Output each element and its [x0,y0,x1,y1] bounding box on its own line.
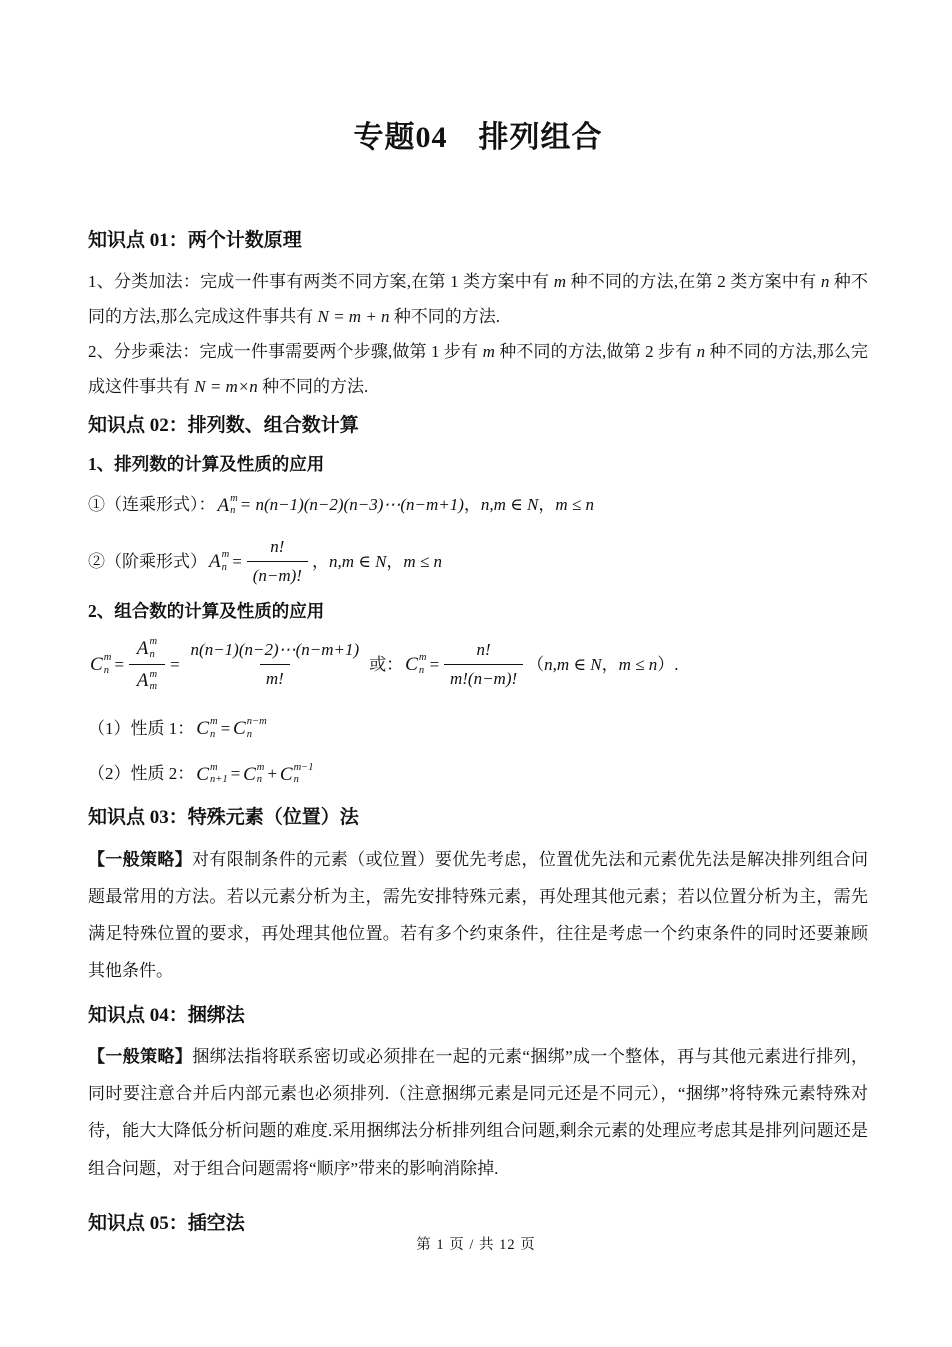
math-variable: N = m×n [194,376,258,396]
text-run: 2、分步乘法：完成一件事需要两个步骤,做第 1 步有 [88,341,483,361]
math-variable: n,m ∈ N [328,551,387,571]
fraction: $\frac{n!}{m!(n-m)!}$ [444,637,523,693]
kp02-subheading-2: 2、组合数的计算及性质的应用 [88,600,325,621]
text-run: ②（阶乘形式） [88,551,207,571]
kp04-paragraph [88,1038,868,1186]
kp02-subheading-1: 1、排列数的计算及性质的应用 [88,454,325,475]
text-run: ， [538,495,556,515]
kp01-heading: 知识点 01：两个计数原理 [88,230,302,251]
formula-combination-definition [88,634,868,696]
text-run: （1）性质 1： [88,718,195,738]
math-variable: = n(n−1)(n−2)(n−3)⋯(n−m+1) [239,495,464,515]
text-run: （2）性质 2： [88,764,195,784]
math-variable: N = m + n [317,306,390,326]
math-variable: = [229,764,242,784]
kp01-paragraph-2 [88,334,868,404]
text-run: 1、分类加法：完成一件事有两类不同方案,在第 1 类方案中有 [88,271,554,291]
formula-combination-property-1 [88,714,868,744]
kp02-heading: 知识点 02：排列数、组合数计算 [88,414,359,436]
math-variable: = [428,654,440,674]
math-variable: m [482,341,495,361]
kp03-paragraph [88,841,868,989]
text-run: 或： [369,654,404,674]
scripted-symbol: A m m [136,668,158,693]
math-variable: m ≤ n [403,551,443,571]
text-run: ， [463,495,481,515]
formula-permutation-product-form [88,491,868,521]
text-run: 种不同的方法,在第 2 类方案中有 [566,271,821,291]
scripted-symbol: C m n [196,716,218,740]
math-variable: n,m ∈ N [480,495,539,515]
fraction [129,634,165,696]
scripted-symbol: A m n [209,549,230,573]
scripted-symbol: C m n+1 [196,761,228,786]
math-variable: m ≤ n [618,654,658,674]
fraction: $\frac{n(n-1)(n-2)\cdots(n-m+1)}{m!}$ [185,637,366,693]
text-run: ①（连乘形式）： [88,495,216,515]
math-variable: n,m ∈ N [544,654,602,674]
text-run: ）. [657,654,679,674]
kp01-paragraph-1 [88,264,868,334]
kp03-heading: 知识点 03：特殊元素（位置）法 [88,807,359,829]
bold-text: 【一般策略】 [88,849,193,869]
math-variable: + [266,764,278,784]
math-variable: = [231,551,243,571]
page-footer: 第 1 页 / 共 12 页 [416,1237,536,1253]
text-run: ， [601,654,619,674]
kp05-heading: 知识点 05：插空法 [88,1212,245,1234]
text-run: 种不同的方法,做第 2 步有 [494,341,697,361]
scripted-symbol: C n−m n [233,716,267,740]
scripted-symbol: A m n [136,636,158,660]
text-run: 种不同的方法,那么完成这件事共有 [88,341,869,396]
scripted-symbol: C m n [243,761,265,786]
math-variable: n [696,341,706,361]
scripted-symbol: C m−1 n [279,761,314,786]
scripted-symbol: C m n [405,652,427,676]
page-title: 专题04 排列组合 [353,121,603,154]
section-kp01 [88,228,868,404]
text-run: 对有限制条件的元素（或位置）要优先考虑，位置优先法和元素优先法是解决排列组合问题最常用的方法。若以元素分析为主，需先安排特殊元素，再处理其他元素；若以位置分析为主，需先满足特殊位置的要求，再处理其他位置。若有多个约束条件，往往是考虑一个约束条件的同时还要兼顾其他条件。 [88,849,868,980]
math-variable: m ≤ n [555,495,594,515]
text-run: ， [311,551,329,571]
text-run: 种不同的方法. [257,376,369,396]
fraction: $\frac{n!}{(n-m)!}$ [247,534,308,590]
scripted-symbol: A m n [217,492,238,517]
text-run: 捆绑法指将联系密切或必须排在一起的元素“捆绑”成一个整体，再与其他元素进行排列，同时要注意合并后内部元素也必须排列.（注意捆绑元素是同元还是不同元），“捆绑”将特殊元素特殊对待，能大大降低分析问题的难度.采用捆绑法分析排列组合问题,剩余元素的处理应考虑其是排列问题还是组合问题，对于组合问题需将“顺序”带来的影响消除掉. [88,1047,869,1178]
section-kp03 [88,805,868,989]
math-variable: n [820,271,830,291]
kp04-heading: 知识点 04：捆绑法 [88,1004,245,1026]
section-kp02 [88,413,868,789]
math-variable: = [219,718,232,738]
text-run: （ [527,654,545,674]
formula-permutation-factorial-form [88,534,868,590]
bold-text: 【一般策略】 [88,1047,193,1067]
scripted-symbol: C m n [90,652,112,676]
math-variable: = [113,654,125,674]
formula-combination-property-2 [88,760,868,790]
text-run: ， [386,551,404,571]
math-variable: = [169,654,181,674]
section-kp04 [88,1003,868,1187]
text-run: 种不同的方法. [389,306,501,326]
text-run: 种不同的方法,那么完成这件事共有 [88,271,869,326]
math-variable: m [553,271,567,291]
